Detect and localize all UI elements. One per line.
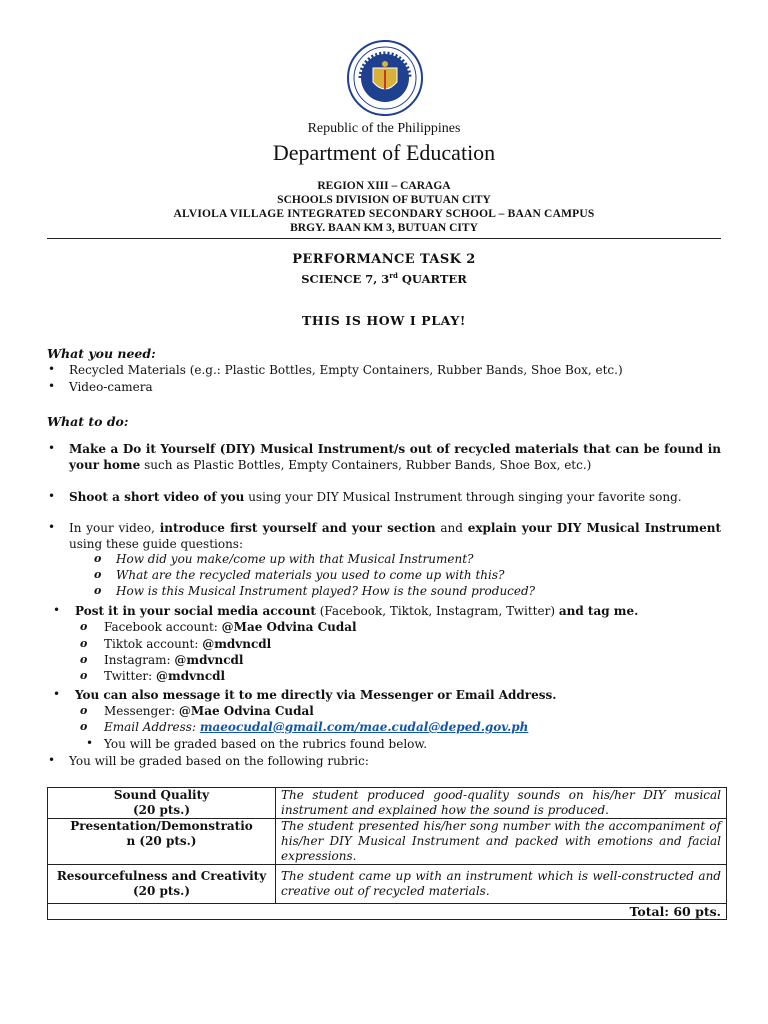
- email-link[interactable]: maeocudal@gmail.com/mae.cudal@deped.gov.ph: [199, 720, 529, 734]
- division-line: SCHOOLS DIVISION OF BUTUAN CITY: [277, 194, 491, 206]
- rubric-table: [47, 787, 727, 920]
- todo-item-shoot: Shoot a short video of you using your DIY Musical Instrument through singing your favorite song.: [69, 490, 682, 504]
- need-item: Recycled Materials (e.g.: Plastic Bottles, Empty Containers, Rubber Bands, Shoe Box, etc.): [69, 363, 623, 377]
- guide-question: What are the recycled materials you used to come up with this?: [116, 568, 505, 582]
- account-twitter: Twitter: @mdvncdl: [104, 669, 226, 683]
- guide-question: How did you make/come up with that Musical Instrument?: [116, 552, 474, 566]
- todo-item-make: Make a Do it Yourself (DIY) Musical Instrument/s out of recycled materials that can be found in your home such as Plastic Bottles, Empty Containers, Rubber Bands, Shoe Box, etc.): [69, 442, 721, 472]
- bullet-icon: •: [48, 520, 56, 534]
- need-item: Video-camera: [69, 380, 153, 394]
- sub-bullet-icon: o: [80, 637, 88, 650]
- table-row: [48, 819, 727, 865]
- rubric-criterion: Resourcefulness and Creativity (20 pts.): [48, 865, 276, 904]
- region-line: REGION XIII – CARAGA: [317, 180, 451, 192]
- sub-bullet-icon: o: [80, 653, 88, 666]
- graded-rubric-intro: You will be graded based on the following rubric:: [69, 754, 369, 768]
- table-row: [48, 865, 727, 904]
- bullet-icon: •: [48, 441, 56, 455]
- bullet-icon: •: [53, 603, 61, 617]
- graded-note: You will be graded based on the rubrics found below.: [104, 737, 428, 751]
- contact-messenger: Messenger: @Mae Odvina Cudal: [104, 704, 314, 718]
- bullet-icon: •: [48, 379, 56, 393]
- bullet-icon: •: [48, 362, 56, 376]
- rubric-total: Total: 60 pts.: [48, 904, 727, 920]
- school-line: ALVIOLA VILLAGE INTEGRATED SECONDARY SCHOOL – BAAN CAMPUS: [173, 208, 595, 220]
- account-instagram: Instagram: @mdvncdl: [104, 653, 244, 667]
- header-divider: [47, 238, 721, 239]
- rubric-description: The student presented his/her song number with the accompaniment of his/her DIY Musical Instrument and packed with emotions and facial expressions.: [276, 819, 727, 865]
- todo-label: What to do:: [47, 414, 129, 429]
- table-row: [48, 788, 727, 819]
- account-facebook: Facebook account: @Mae Odvina Cudal: [104, 620, 357, 634]
- rubric-criterion: Sound Quality (20 pts.): [48, 788, 276, 819]
- sub-bullet-icon: o: [80, 620, 88, 633]
- sub-bullet-icon: o: [94, 584, 102, 597]
- bullet-icon: •: [86, 736, 94, 750]
- bullet-icon: •: [53, 687, 61, 701]
- sub-bullet-icon: o: [80, 704, 88, 717]
- sub-bullet-icon: o: [80, 720, 88, 733]
- deped-seal-icon: [347, 40, 423, 116]
- account-tiktok: Tiktok account: @mdvncdl: [104, 637, 272, 651]
- address-line: BRGY. BAAN KM 3, BUTUAN CITY: [290, 222, 478, 234]
- bullet-icon: •: [48, 489, 56, 503]
- republic-line: Republic of the Philippines: [307, 121, 461, 136]
- task-subject: SCIENCE 7, 3rd QUARTER: [301, 271, 467, 286]
- todo-item-message: You can also message it to me directly via Messenger or Email Address.: [75, 688, 557, 702]
- need-label: What you need:: [47, 346, 156, 361]
- guide-question: How is this Musical Instrument played? How is the sound produced?: [116, 584, 536, 598]
- rubric-description: The student came up with an instrument which is well-constructed and creative out of recycled materials.: [276, 865, 727, 904]
- contact-email: Email Address: maeocudal@gmail.com/mae.cudal@deped.gov.ph: [104, 720, 529, 734]
- rubric-description: The student produced good-quality sounds on his/her DIY musical instrument and explained how the sound is produced.: [276, 788, 727, 819]
- task-heading: THIS IS HOW I PLAY!: [302, 313, 466, 328]
- bullet-icon: •: [48, 753, 56, 767]
- table-row: [48, 904, 727, 920]
- department-title: Department of Education: [272, 140, 496, 165]
- sub-bullet-icon: o: [80, 669, 88, 682]
- rubric-criterion: Presentation/Demonstratio n (20 pts.): [48, 819, 276, 865]
- sub-bullet-icon: o: [94, 568, 102, 581]
- sub-bullet-icon: o: [94, 552, 102, 565]
- todo-item-post: Post it in your social media account (Facebook, Tiktok, Instagram, Twitter) and tag me.: [75, 604, 639, 618]
- task-title: PERFORMANCE TASK 2: [292, 252, 476, 267]
- todo-item-introduce: In your video, introduce first yourself and your section and explain your DIY Musical Instrument using these guide questions:: [69, 521, 721, 551]
